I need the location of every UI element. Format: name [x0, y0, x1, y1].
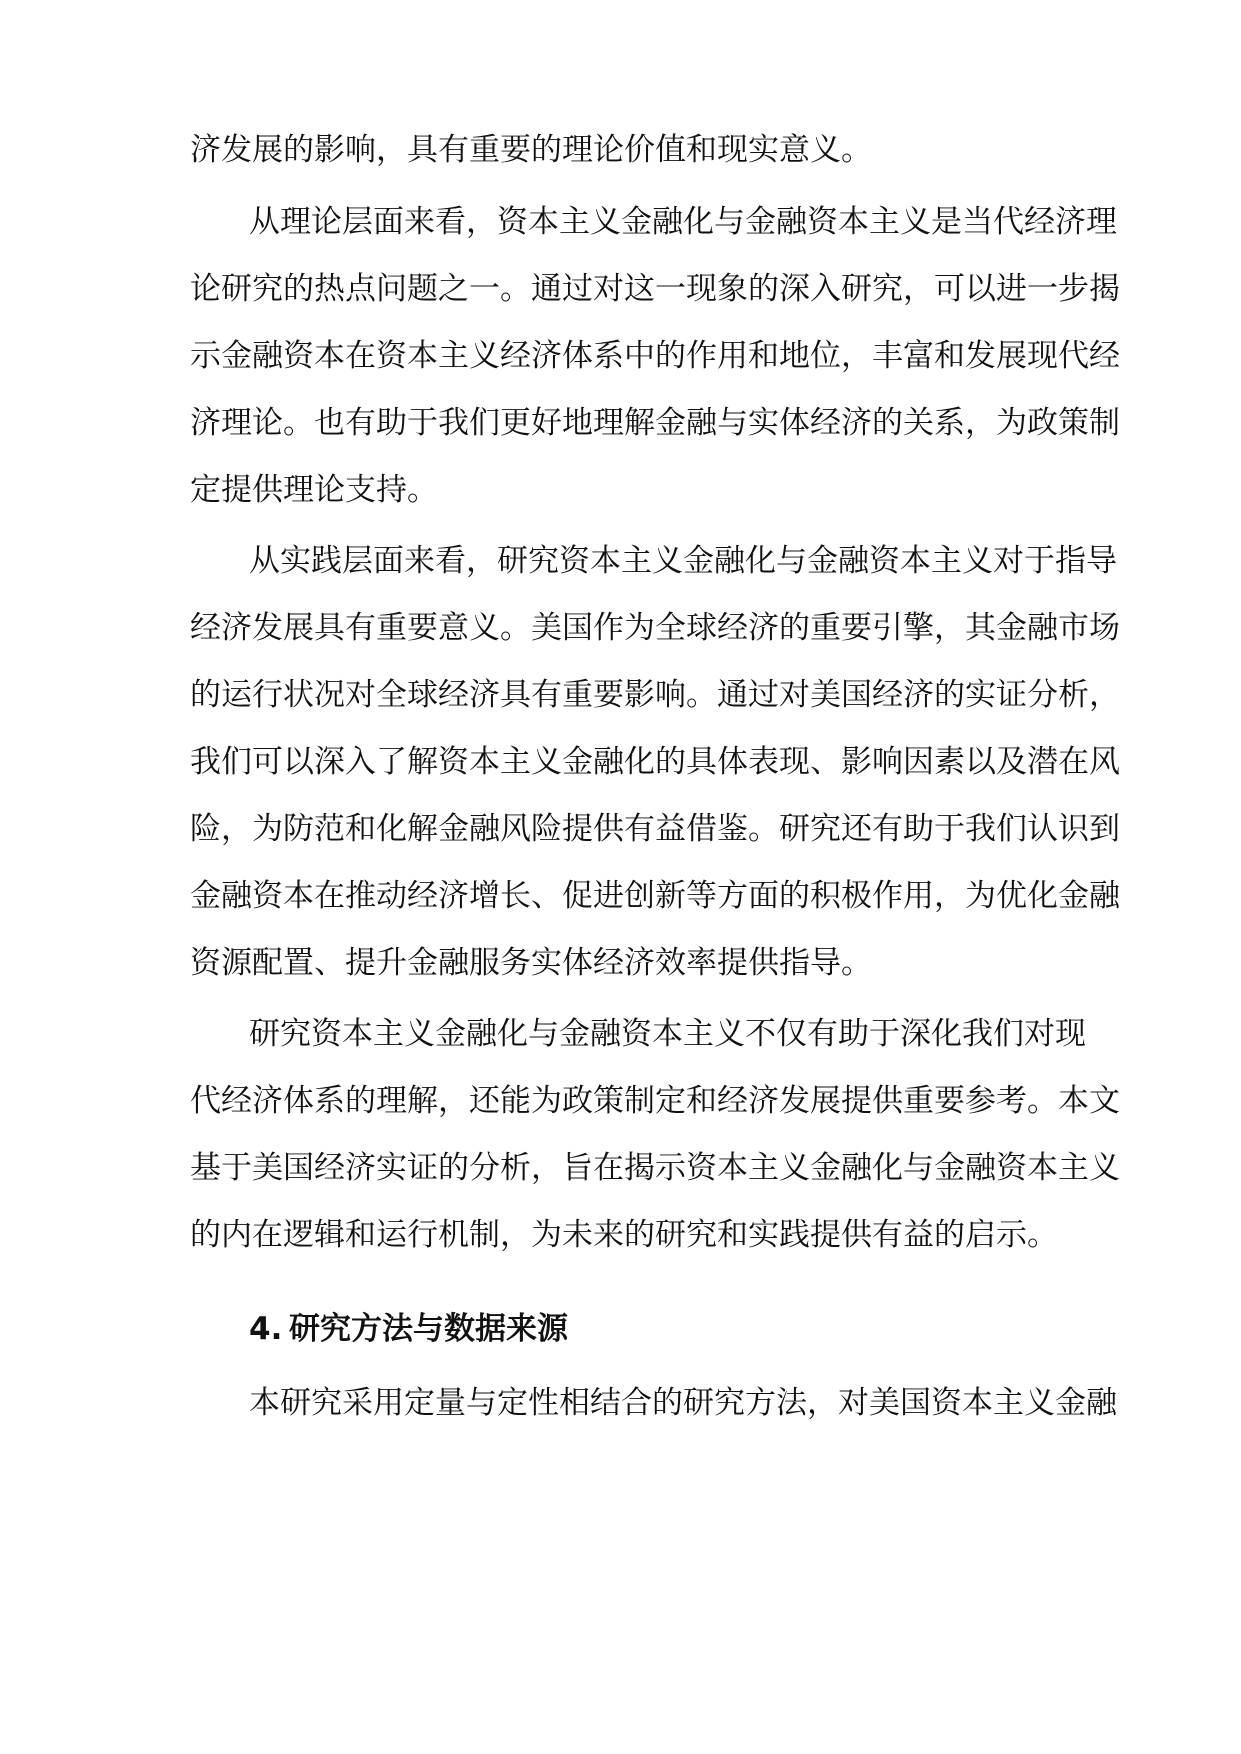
paragraph-line: 示金融资本在资本主义经济体系中的作用和地位，丰富和发展现代经 — [190, 338, 1120, 374]
paragraph-line: 从实践层面来看，研究资本主义金融化与金融资本主义对于指导 — [249, 543, 1117, 579]
section-title: 研究方法与数据来源 — [289, 1311, 568, 1347]
paragraph-line: 经济发展具有重要意义。美国作为全球经济的重要引擎，其金融市场 — [190, 610, 1120, 646]
paragraph-line: 研究资本主义金融化与金融资本主义不仅有助于深化我们对现 — [249, 1016, 1086, 1052]
paragraph-line: 金融资本在推动经济增长、促进创新等方面的积极作用，为优化金融 — [190, 878, 1120, 914]
paragraph-line: 险，为防范和化解金融风险提供有益借鉴。研究还有助于我们认识到 — [190, 811, 1120, 847]
paragraph-line: 的内在逻辑和运行机制，为未来的研究和实践提供有益的启示。 — [190, 1217, 1058, 1253]
paragraph-line: 我们可以深入了解资本主义金融化的具体表现、影响因素以及潜在风 — [190, 744, 1120, 780]
section-number: 4. — [249, 1311, 283, 1347]
paragraph-line: 从理论层面来看，资本主义金融化与金融资本主义是当代经济理 — [249, 204, 1117, 240]
paragraph-line: 济发展的影响，具有重要的理论价值和现实意义。 — [190, 132, 872, 168]
paragraph-line: 定提供理论支持。 — [190, 472, 438, 508]
paragraph-line: 的运行状况对全球经济具有重要影响。通过对美国经济的实证分析， — [190, 677, 1120, 713]
paragraph-line: 代经济体系的理解，还能为政策制定和经济发展提供重要参考。本文 — [190, 1083, 1120, 1119]
section-heading — [249, 1307, 568, 1351]
paragraph-line: 论研究的热点问题之一。通过对这一现象的深入研究，可以进一步揭 — [190, 271, 1120, 307]
paragraph-line: 本研究采用定量与定性相结合的研究方法，对美国资本主义金融 — [249, 1385, 1117, 1421]
paragraph-line: 资源配置、提升金融服务实体经济效率提供指导。 — [190, 945, 872, 981]
paragraph-line: 基于美国经济实证的分析，旨在揭示资本主义金融化与金融资本主义 — [190, 1150, 1120, 1186]
paragraph-line: 济理论。也有助于我们更好地理解金融与实体经济的关系，为政策制 — [190, 405, 1120, 441]
